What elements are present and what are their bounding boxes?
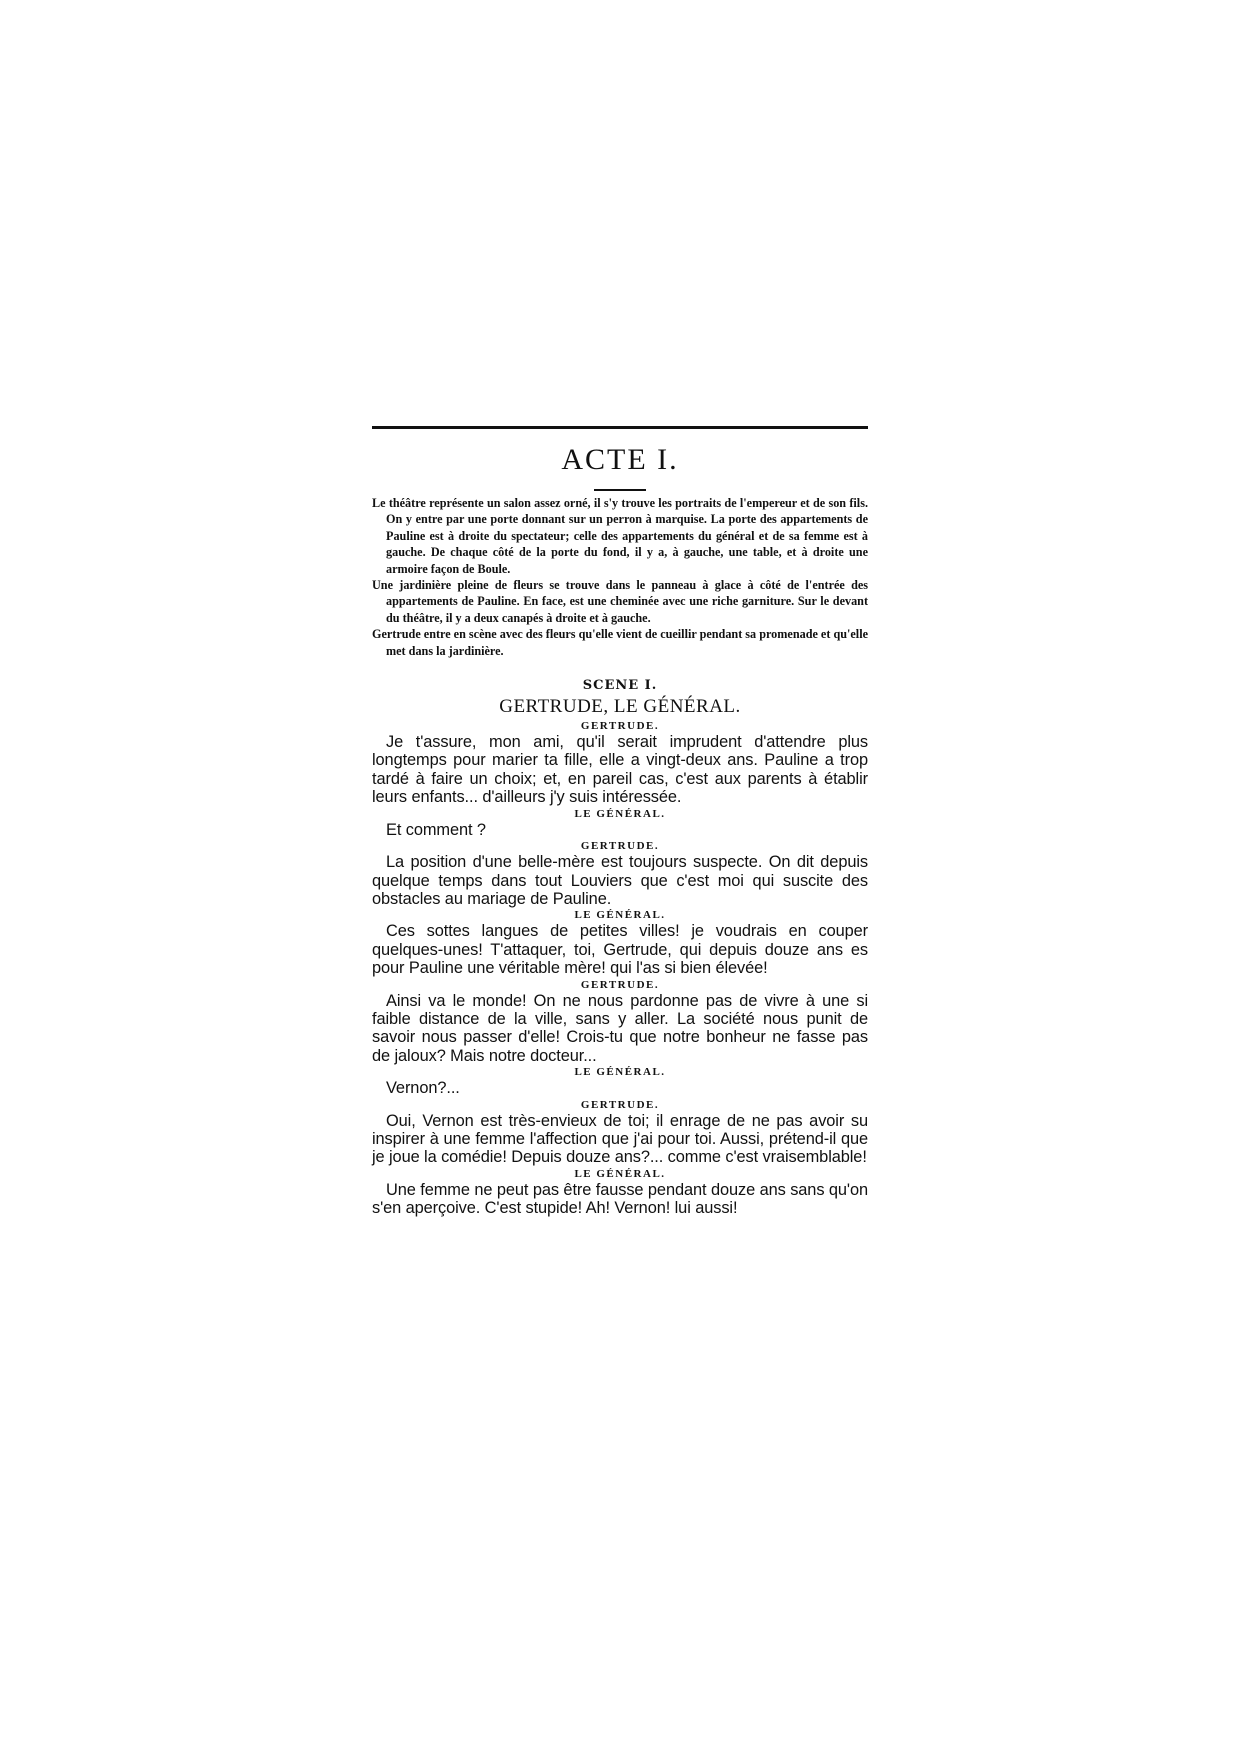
book-page	[372, 426, 868, 1218]
speech-text: Je t'assure, mon ami, qu'il serait imprudent d'attendre plus longtemps pour marier ta fille, elle a vingt-deux ans. Pauline a trop tardé à faire un choix; et, en pareil cas, c'est aux parents à établir leurs enfants... d'ailleurs j'y suis intéressée.	[372, 733, 868, 807]
stage-direction-paragraph: Le théâtre représente un salon assez orné, il s'y trouve les portraits de l'empereur et de son fils. On y entre par une porte donnant sur un perron à marquise. La porte des appartements de Pauline est à droite du spectateur; celle des appartements du général et de sa femme est à gauche. De chaque côté de la porte du fond, il y a, à gauche, une table, et à droite une armoire façon de Boule.	[372, 496, 868, 576]
speech-text: Une femme ne peut pas être fausse pendant douze ans sans qu'on s'en aperçoive. C'est stupide! Ah! Vernon! lui aussi!	[372, 1180, 868, 1218]
speech-text: Ces sottes langues de petites villes! je voudrais en couper quelques-unes! T'attaquer, toi, Gertrude, qui depuis douze ans es pour Pauline une véritable mère! qui l'as si bien élevée!	[372, 922, 868, 978]
title-ornament	[594, 479, 646, 491]
stage-direction-paragraph: Gertrude entre en scène avec des fleurs qu'elle vient de cueillir pendant sa promenade et qu'elle met dans la jardinière.	[372, 627, 868, 658]
speaker-name: GERTRUDE.	[580, 720, 660, 733]
speech-text: Ainsi va le monde! On ne nous pardonne pas de vivre à une si faible distance de la ville, sans y aller. La société nous punit de savoir nous passer d'elle! Crois-tu que notre bonheur ne fasse pas de jaloux? Mais notre docteur...	[372, 991, 868, 1065]
speaker-name: LE GÉNÉRAL.	[574, 909, 666, 922]
speaker-name: LE GÉNÉRAL.	[574, 1167, 666, 1180]
stage-directions	[372, 495, 868, 659]
scene-characters: GERTRUDE, LE GÉNÉRAL.	[499, 696, 741, 718]
speech-text: Vernon?...	[386, 1079, 460, 1098]
act-title: ACTE I.	[561, 443, 679, 476]
speaker-name: GERTRUDE.	[580, 840, 660, 853]
speech-text: La position d'une belle-mère est toujours suspecte. On dit depuis quelque temps dans tout Louviers que c'est moi qui suscite des obstacles au mariage de Pauline.	[372, 853, 868, 908]
speaker-name: LE GÉNÉRAL.	[574, 807, 666, 820]
speaker-name: GERTRUDE.	[580, 1098, 660, 1111]
scene-heading: SCENE I.	[582, 678, 658, 694]
dialogue	[372, 720, 868, 1218]
speaker-name: LE GÉNÉRAL.	[574, 1066, 666, 1079]
stage-direction-paragraph: Une jardinière pleine de fleurs se trouve dans le panneau à glace à côté de l'entrée des appartements de Pauline. En face, est une cheminée avec une riche garniture. Sur le devant du théâtre, il y a deux canapés à droite et à gauche.	[372, 578, 868, 625]
speech-text: Et comment ?	[386, 820, 486, 839]
speech-text: Oui, Vernon est très-envieux de toi; il enrage de ne pas avoir su inspirer à une femme l'affection que j'ai pour toi. Aussi, prétend-il que je joue la comédie! Depuis douze ans?... comme c'est vraisemblable!	[372, 1111, 868, 1167]
top-rule	[372, 426, 868, 429]
speaker-name: GERTRUDE.	[580, 978, 660, 991]
